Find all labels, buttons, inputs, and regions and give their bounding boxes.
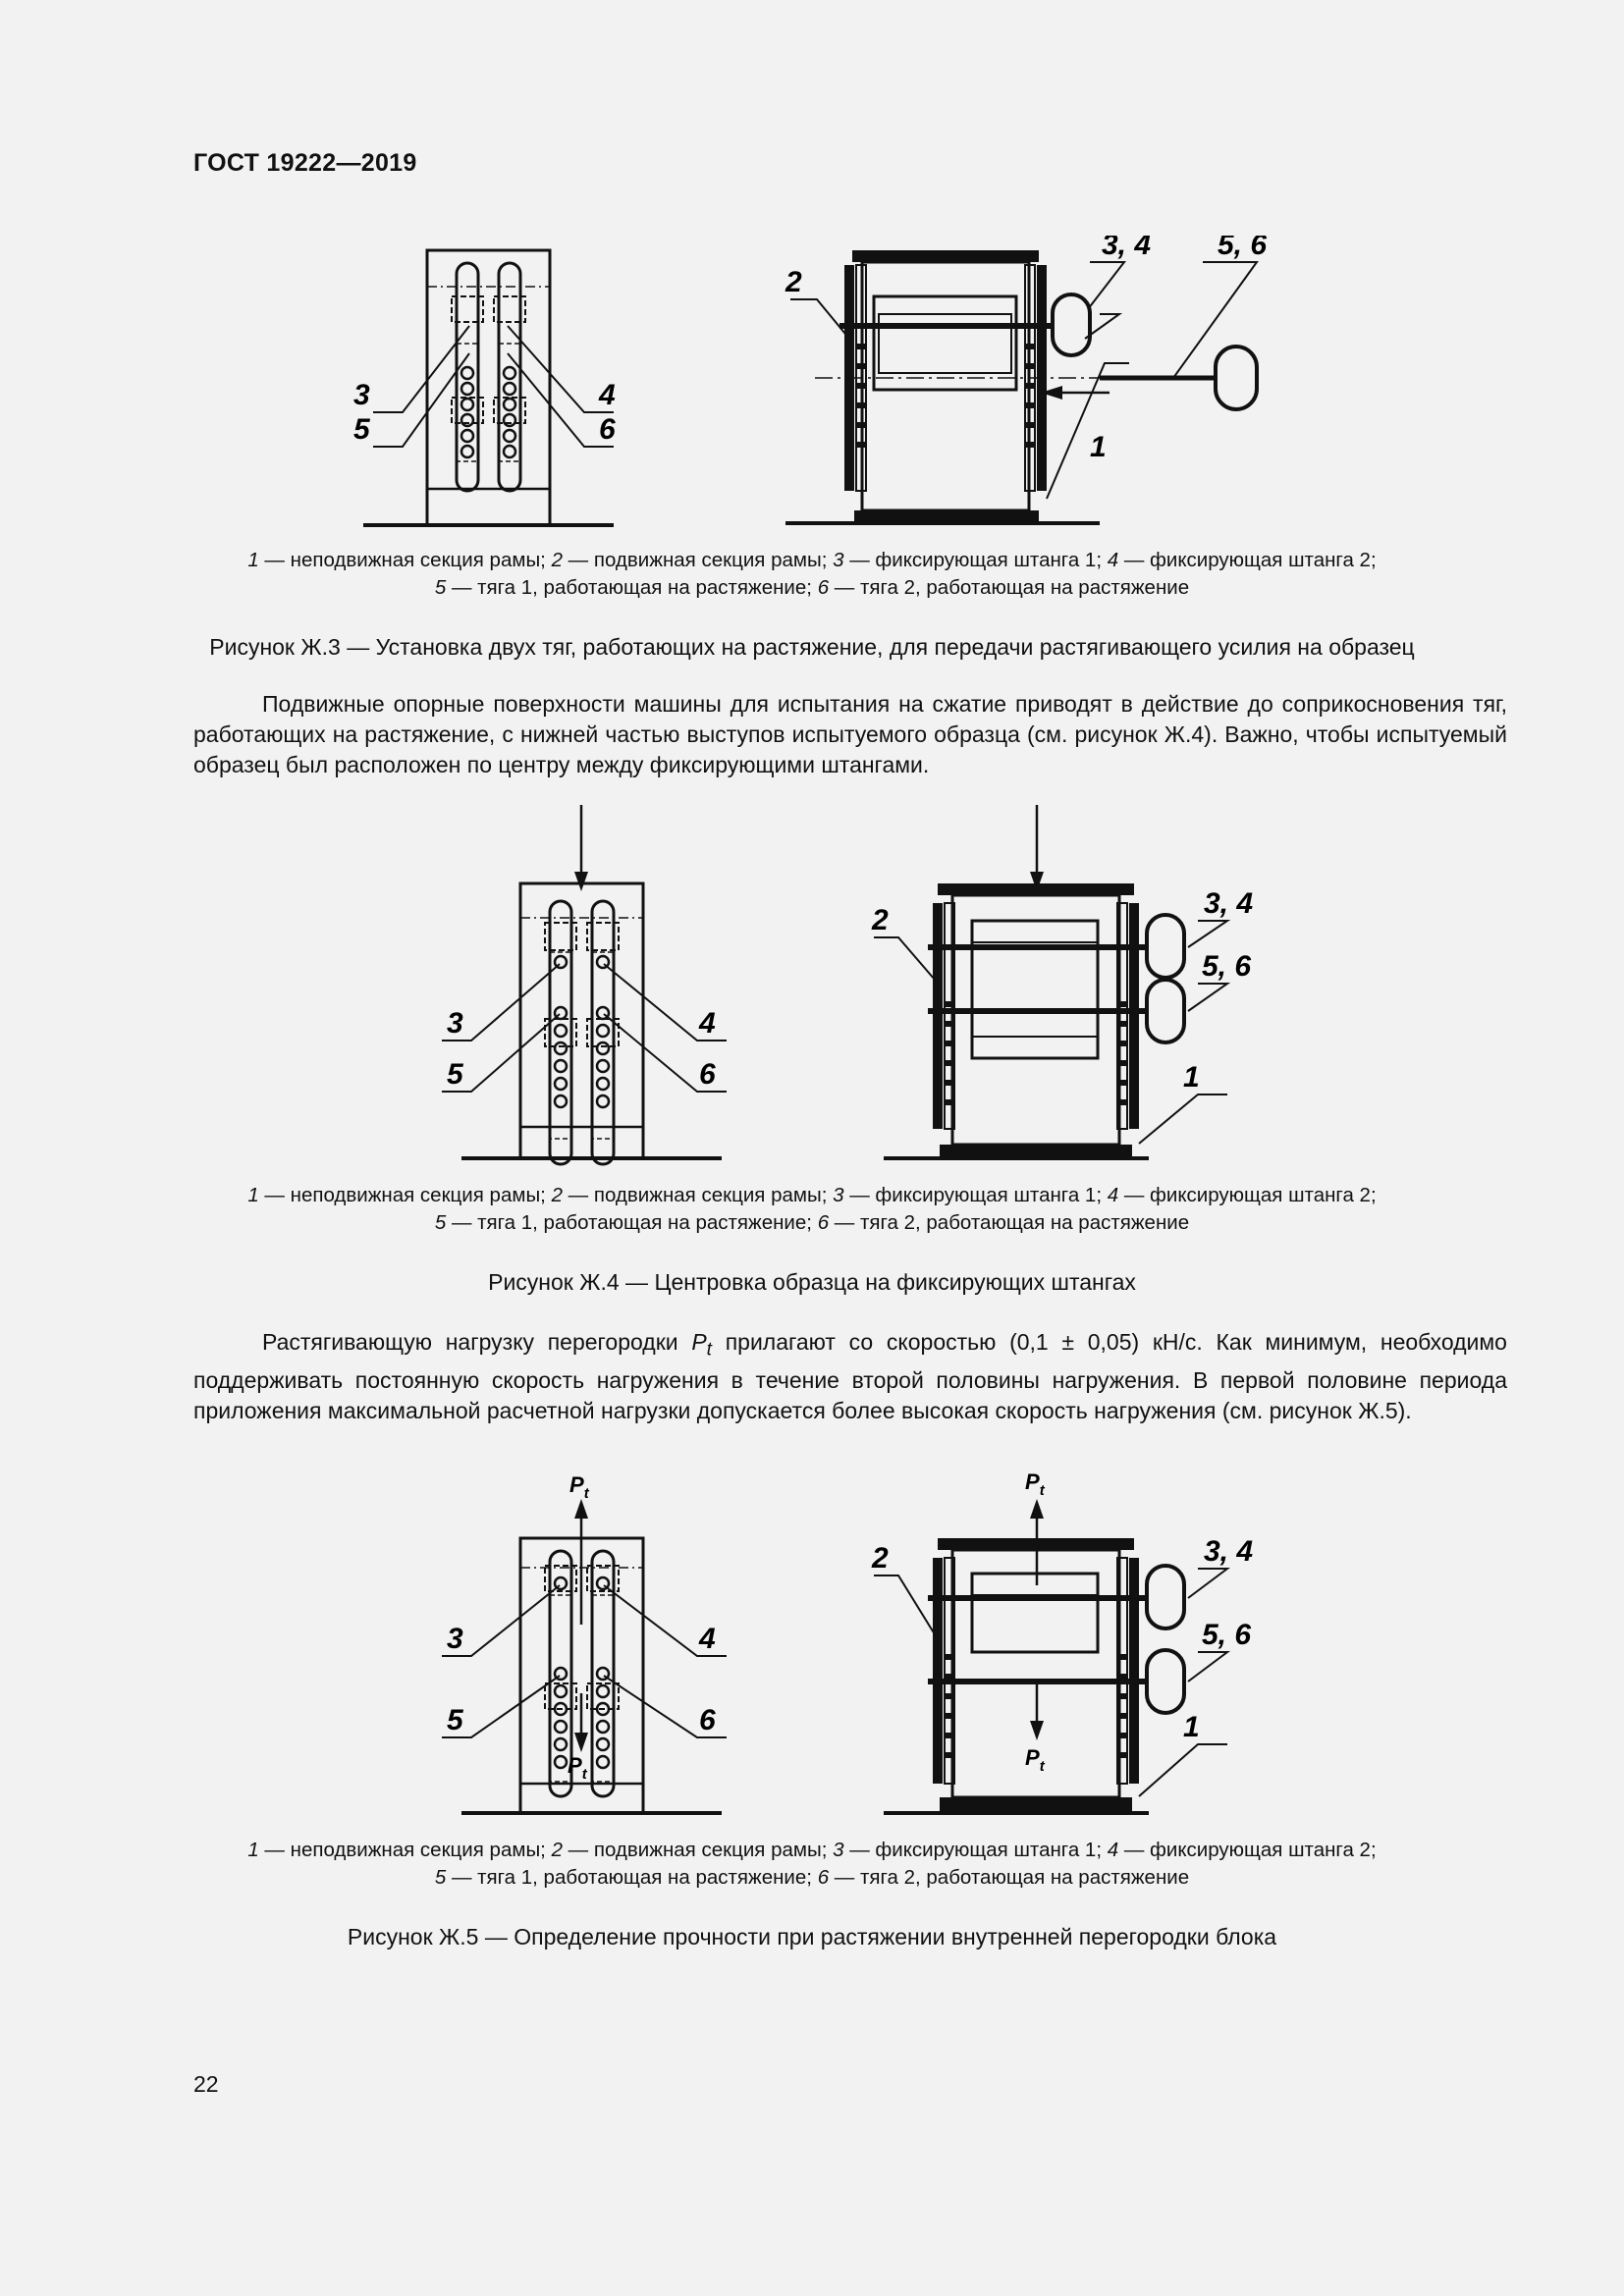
fig5-callout-2: 2 xyxy=(872,1542,889,1575)
fig4-legend xyxy=(177,1182,1447,1237)
paragraph-2: Растягивающую нагрузку перегородки $P_t$ прилагают со скоростью (0,1 ± 0,05) кН/с. Как минимум, необходимо поддерживать постоянную скорость нагружения в течение второй половины нагружения. В первой половине периода приложения максимальной расчетной нагрузки допускается более высокая скорость нагружения (см. рисунок Ж.5). xyxy=(193,1329,1507,1423)
fig3-callout-5: 5 xyxy=(353,413,370,446)
fig5-callout-5-6: 5, 6 xyxy=(1202,1619,1252,1651)
fig4-callout-2: 2 xyxy=(872,904,889,936)
fig3-callout-1: 1 xyxy=(1090,431,1107,463)
fig4-caption: Рисунок Ж.4 — Центровка образца на фиксирующих штангах xyxy=(488,1269,1136,1295)
fig5-legend-line1: 1 — неподвижная секция рамы; 2 — подвижная секция рамы; 3 — фиксирующая штанга 1; 4 — фиксирующая штанга 2; xyxy=(247,1839,1377,1861)
page-number: 22 xyxy=(193,2071,219,2097)
fig5-front-force-top: $P_t$ xyxy=(569,1472,589,1502)
fig5-callout-5: 5 xyxy=(447,1704,463,1736)
fig4-side-view xyxy=(871,805,1253,1158)
fig4-callout-1: 1 xyxy=(1183,1061,1200,1094)
fig5-callout-3: 3 xyxy=(447,1623,463,1655)
figure-zh4-drawing xyxy=(442,805,1326,1168)
fig3-callout-3-4: 3, 4 xyxy=(1102,236,1152,261)
paragraph-1: Подвижные опорные поверхности машины для испытания на сжатие приводят в действие до соприкосновения тяг, работающих на растяжение, с нижней частью выступов испытуемого образца (см. рисунок Ж.4). Важно, чтобы испытуемый образец был расположен по центру между фиксирующими штангами. xyxy=(193,691,1507,777)
fig3-caption: Рисунок Ж.3 — Установка двух тяг, работающих на растяжение, для передачи растягивающего усилия на образец xyxy=(209,634,1415,660)
fig5-front-force-bottom: $P_t$ xyxy=(568,1753,587,1783)
fig5-caption: Рисунок Ж.5 — Определение прочности при растяжении внутренней перегородки блока xyxy=(347,1924,1277,1949)
fig3-callout-5-6: 5, 6 xyxy=(1218,236,1268,261)
fig5-callout-1: 1 xyxy=(1183,1711,1200,1743)
fig4-legend-line2: 5 — тяга 1, работающая на растяжение; 6 — тяга 2, работающая на растяжение xyxy=(434,1211,1190,1234)
fig3-callout-4: 4 xyxy=(599,379,616,411)
fig4-callout-5-6: 5, 6 xyxy=(1202,950,1252,983)
fig5-legend xyxy=(177,1837,1447,1892)
document-header: ГОСТ 19222—2019 xyxy=(193,149,417,177)
fig3-callout-2: 2 xyxy=(785,266,802,298)
fig4-callout-3: 3 xyxy=(447,1007,463,1040)
fig4-callout-4: 4 xyxy=(699,1007,716,1040)
fig3-callout-3: 3 xyxy=(353,379,370,411)
fig5-callout-3-4: 3, 4 xyxy=(1204,1535,1254,1568)
fig3-legend-line1: 1 — неподвижная секция рамы; 2 — подвижная секция рамы; 3 — фиксирующая штанга 1; 4 — фиксирующая штанга 2; xyxy=(247,549,1377,571)
fig3-callout-6: 6 xyxy=(599,413,616,446)
fig5-side-view xyxy=(871,1469,1253,1813)
fig3-side-view xyxy=(785,236,1267,523)
fig5-front-view xyxy=(442,1472,727,1813)
fig4-legend-line1: 1 — неподвижная секция рамы; 2 — подвижная секция рамы; 3 — фиксирующая штанга 1; 4 — фиксирующая штанга 2; xyxy=(247,1184,1377,1206)
fig4-front-view xyxy=(442,805,727,1164)
fig3-legend xyxy=(177,547,1447,602)
fig5-legend-line2: 5 — тяга 1, работающая на растяжение; 6 — тяга 2, работающая на растяжение xyxy=(434,1866,1190,1889)
fig5-side-force-top: $P_t$ xyxy=(1025,1469,1045,1499)
fig4-callout-6: 6 xyxy=(699,1058,716,1091)
fig4-callout-3-4: 3, 4 xyxy=(1204,887,1254,920)
fig5-side-force-bottom: $P_t$ xyxy=(1025,1745,1045,1775)
fig3-front-view xyxy=(353,250,616,525)
figure-zh3-drawing xyxy=(353,236,1375,530)
figure-zh5-drawing xyxy=(442,1468,1326,1821)
fig5-callout-6: 6 xyxy=(699,1704,716,1736)
fig4-callout-5: 5 xyxy=(447,1058,463,1091)
fig3-legend-line2: 5 — тяга 1, работающая на растяжение; 6 — тяга 2, работающая на растяжение xyxy=(434,576,1190,599)
fig5-callout-4: 4 xyxy=(699,1623,716,1655)
